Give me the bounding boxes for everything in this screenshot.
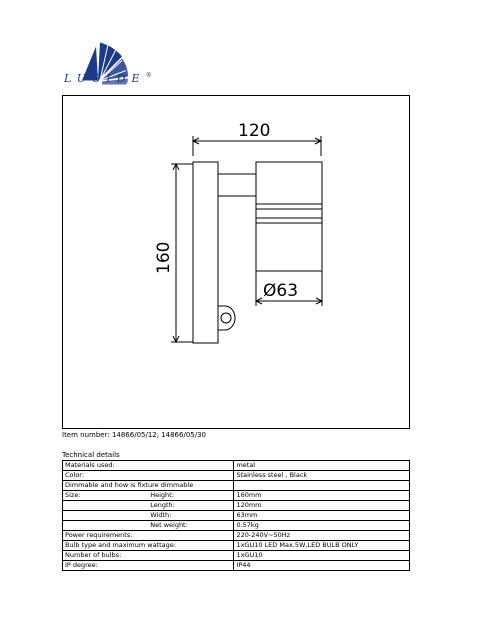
spec-label: Color: (63, 471, 234, 481)
spec-row (63, 461, 410, 471)
arm (218, 174, 256, 196)
spec-label: Dimmable and how is fixture dimmable (63, 481, 234, 491)
dim-height-label: 160 (154, 241, 174, 274)
spec-value: Stainless steel , Black (234, 471, 410, 481)
specs-table (62, 460, 410, 571)
spec-value: IP44 (234, 561, 410, 571)
spec-row (63, 501, 410, 511)
spec-value: metal (234, 461, 410, 471)
spec-sublabel: Net weight: (148, 521, 234, 531)
dim-diameter-label: Ø63 (263, 281, 299, 301)
spec-row (63, 541, 410, 551)
spec-label (63, 521, 149, 531)
spec-row (63, 521, 410, 531)
item-number: Item number: 14866/05/12, 14866/05/30 (62, 431, 206, 439)
spec-sublabel: Width: (148, 511, 234, 521)
dim-width-label: 120 (238, 121, 271, 141)
spec-label: Power requirements: (63, 531, 234, 541)
spec-label: Size: (63, 491, 149, 501)
fixture-drawing-svg (63, 96, 411, 430)
spec-value: 220-240V~50Hz (234, 531, 410, 541)
spec-row (63, 511, 410, 521)
spec-label: Materials used: (63, 461, 234, 471)
spec-label (63, 511, 149, 521)
spec-sublabel: Length: (148, 501, 234, 511)
spec-row (63, 481, 410, 491)
spec-value: 0.57kg (234, 521, 410, 531)
spec-row (63, 531, 410, 541)
technical-drawing (62, 95, 410, 429)
technical-details-title: Technical details (62, 451, 120, 459)
brand-wordmark: LUCIDE® (64, 72, 152, 85)
spec-label (63, 501, 149, 511)
spec-row (63, 551, 410, 561)
lamp-head (256, 162, 322, 271)
spec-row (63, 561, 410, 571)
spec-value: 1xGU10 LED Max.5W,LED BULB ONLY (234, 541, 410, 551)
spec-row (63, 491, 410, 501)
spec-value: 160mm (234, 491, 410, 501)
spec-label: Number of bulbs: (63, 551, 234, 561)
spec-label: Bulb type and maximum wattage: (63, 541, 234, 551)
spec-value: 63mm (234, 511, 410, 521)
spec-sublabel: Height: (148, 491, 234, 501)
spec-value: 120mm (234, 501, 410, 511)
spec-value (234, 481, 410, 491)
lucide-logo-icon (62, 28, 142, 98)
spec-value: 1xGU10 (234, 551, 410, 561)
spec-label: IP degree: (63, 561, 234, 571)
spec-row (63, 471, 410, 481)
wall-plate (193, 162, 218, 343)
